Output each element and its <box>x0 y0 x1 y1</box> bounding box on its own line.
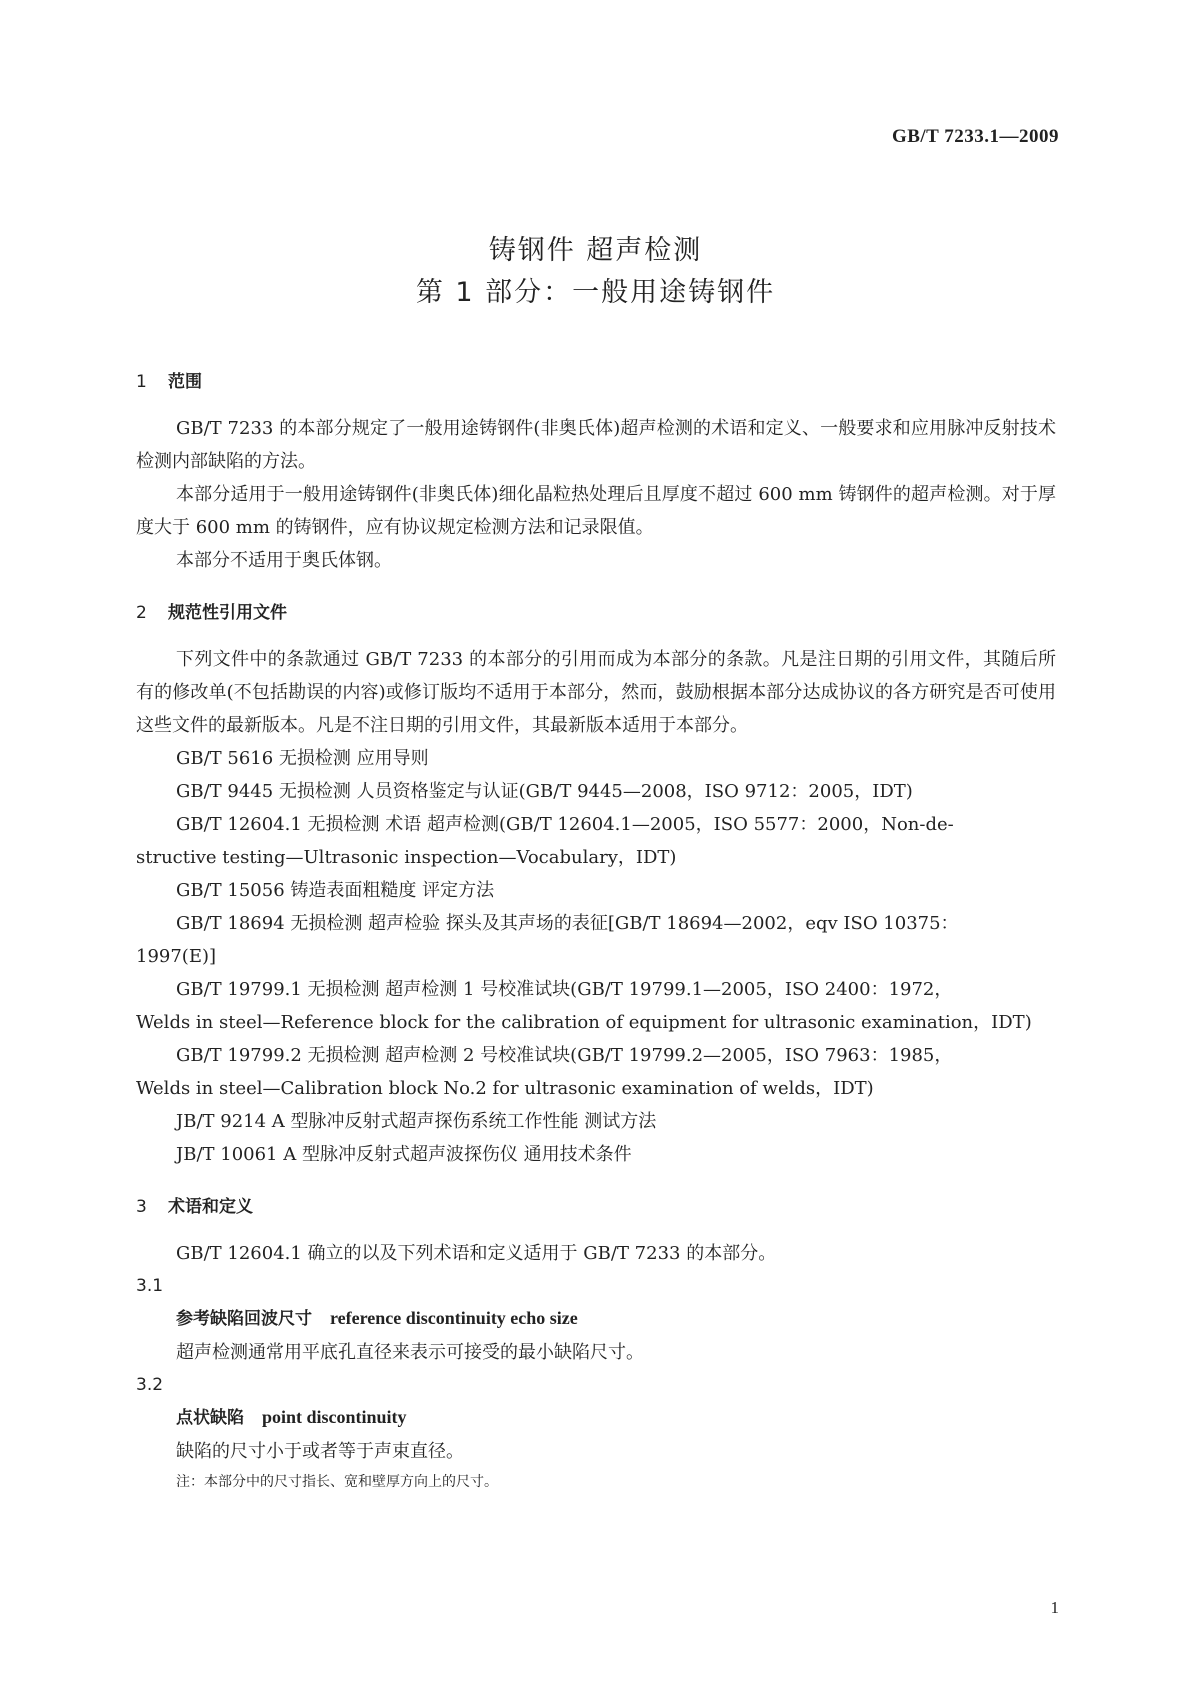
reference-text-continuation: structive testing—Ultrasonic inspection—Vocabulary，IDT) <box>136 847 677 868</box>
reference-item <box>136 1039 1056 1105</box>
term-number: 3.2 <box>136 1375 164 1395</box>
reference-item <box>136 973 1056 1039</box>
section-number: 1 <box>136 372 147 392</box>
paragraph: GB/T 12604.1 确立的以及下列术语和定义适用于 GB/T 7233 的本部分。 <box>176 1243 777 1264</box>
reference-item <box>136 907 1056 973</box>
reference-item <box>136 1105 1056 1138</box>
term-name-zh: 参考缺陷回波尺寸 <box>176 1309 312 1329</box>
term-number: 3.1 <box>136 1276 164 1296</box>
paragraph: 本部分适用于一般用途铸钢件(非奥氏体)细化晶粒热处理后且厚度不超过 600 mm 铸钢件的超声检测。对于厚度大于 600 mm 的铸钢件，应有协议规定检测方法和记录限值。 <box>136 484 1056 538</box>
reference-text-continuation: 1997(E)] <box>136 946 217 967</box>
section-heading-normative-references <box>136 597 1056 629</box>
term-name <box>136 1302 1056 1336</box>
reference-text: GB/T 12604.1 无损检测 术语 超声检测(GB/T 12604.1—2005，ISO 5577：2000，Non-de- <box>176 814 954 835</box>
paragraph: 本部分不适用于奥氏体钢。 <box>176 550 392 571</box>
document-body <box>136 366 1056 1496</box>
reference-item <box>136 775 1056 808</box>
reference-text: GB/T 15056 铸造表面粗糙度 评定方法 <box>176 880 495 901</box>
paragraph: 下列文件中的条款通过 GB/T 7233 的本部分的引用而成为本部分的条款。凡是注日期的引用文件，其随后所有的修改单(不包括勘误的内容)或修订版均不适用于本部分，然而，鼓励根据本部分达成协议的各方研究是否可使用这些文件的最新版本。凡是不注日期的引用文件，其最新版本适用于本部分。 <box>136 649 1056 736</box>
document-title-line2: 第 1 部分：一般用途铸钢件 <box>415 277 776 308</box>
reference-text: GB/T 9445 无损检测 人员资格鉴定与认证(GB/T 9445—2008，ISO 9712：2005，IDT) <box>176 781 913 802</box>
reference-text-continuation: Welds in steel—Reference block for the calibration of equipment for ultrasonic examination，IDT) <box>136 1012 1032 1033</box>
reference-item <box>136 808 1056 874</box>
reference-text: JB/T 9214 A 型脉冲反射式超声探伤系统工作性能 测试方法 <box>176 1111 657 1132</box>
section-number: 2 <box>136 603 147 623</box>
paragraph: GB/T 7233 的本部分规定了一般用途铸钢件(非奥氏体)超声检测的术语和定义、一般要求和应用脉冲反射技术检测内部缺陷的方法。 <box>136 418 1056 472</box>
reference-text-continuation: Welds in steel—Calibration block No.2 for ultrasonic examination of welds，IDT) <box>136 1078 874 1099</box>
reference-text: GB/T 5616 无损检测 应用导则 <box>176 748 429 769</box>
reference-item <box>136 874 1056 907</box>
section-heading-terms-definitions <box>136 1191 1056 1223</box>
section-title: 范围 <box>168 372 202 392</box>
reference-item <box>136 1138 1056 1171</box>
term-note: 注：本部分中的尺寸指长、宽和壁厚方向上的尺寸。 <box>176 1474 498 1490</box>
section-number: 3 <box>136 1197 147 1217</box>
reference-text: GB/T 19799.1 无损检测 超声检测 1 号校准试块(GB/T 19799.1—2005，ISO 2400：1972， <box>176 979 953 1000</box>
section-title: 规范性引用文件 <box>168 603 287 623</box>
reference-item <box>136 742 1056 775</box>
term-name <box>136 1401 1056 1435</box>
document-title-line1: 铸钢件 超声检测 <box>488 235 703 266</box>
reference-text: JB/T 10061 A 型脉冲反射式超声波探伤仪 通用技术条件 <box>176 1144 632 1165</box>
reference-text: GB/T 19799.2 无损检测 超声检测 2 号校准试块(GB/T 19799.2—2005，ISO 7963：1985， <box>176 1045 953 1066</box>
section-title: 术语和定义 <box>168 1197 253 1217</box>
term-name-en: reference discontinuity echo size <box>330 1308 578 1328</box>
standard-number: GB/T 7233.1—2009 <box>891 126 1059 147</box>
term-definition: 缺陷的尺寸小于或者等于声束直径。 <box>176 1441 464 1462</box>
page-number: 1 <box>1050 1598 1059 1617</box>
reference-text: GB/T 18694 无损检测 超声检验 探头及其声场的表征[GB/T 18694—2002，eqv ISO 10375： <box>176 913 959 934</box>
section-heading-scope <box>136 366 1056 398</box>
term-definition: 超声检测通常用平底孔直径来表示可接受的最小缺陷尺寸。 <box>176 1342 644 1363</box>
term-name-zh: 点状缺陷 <box>176 1408 244 1428</box>
term-name-en: point discontinuity <box>262 1407 407 1427</box>
